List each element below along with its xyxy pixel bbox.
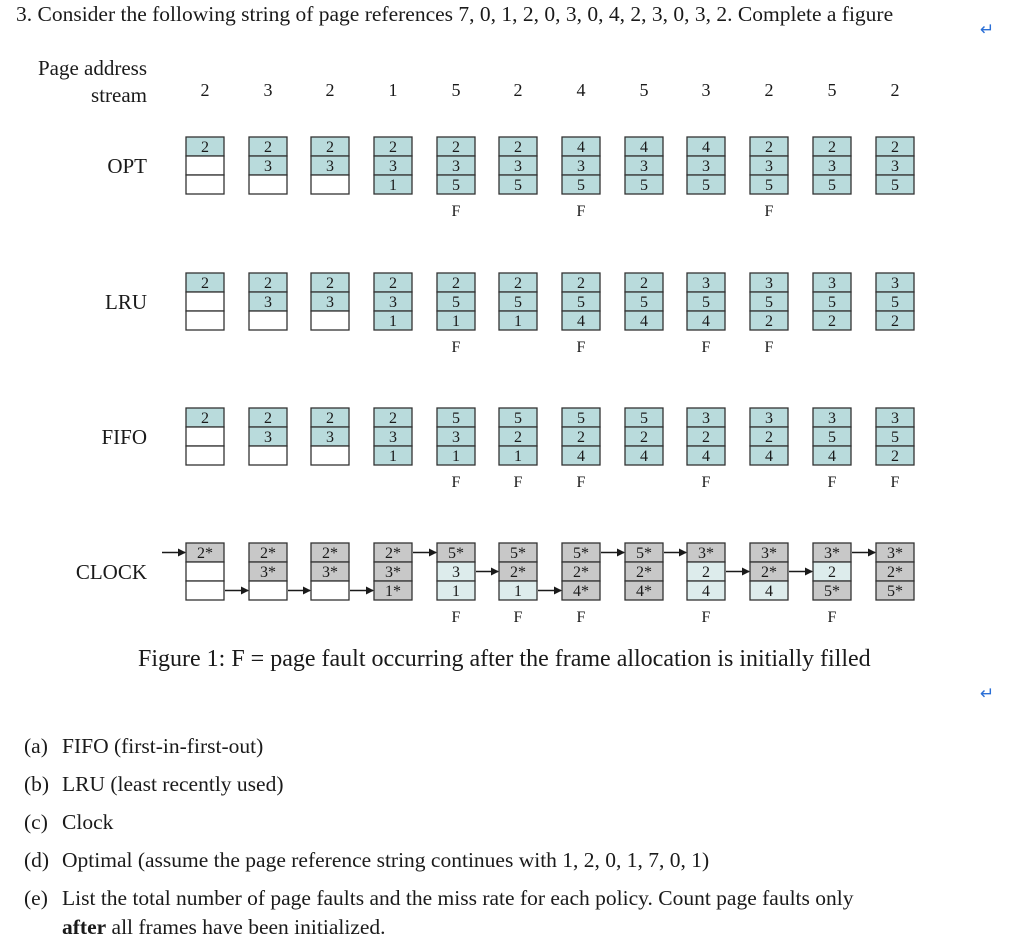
frame-column bbox=[186, 273, 224, 330]
frame-value: 3 bbox=[389, 429, 397, 446]
frame-value: 2 bbox=[514, 429, 522, 446]
fault-marker: F bbox=[764, 339, 774, 356]
frame-column bbox=[374, 543, 412, 600]
frame-value: 3 bbox=[326, 294, 334, 311]
frame-cell bbox=[311, 311, 349, 330]
frame-value: 2 bbox=[201, 275, 209, 292]
frame-column bbox=[876, 408, 914, 465]
frame-value: 5 bbox=[452, 294, 460, 311]
frame-column bbox=[876, 273, 914, 330]
item-text: FIFO (first-in-first-out) bbox=[62, 734, 264, 758]
frame-value: 2 bbox=[828, 139, 836, 156]
frame-column bbox=[437, 543, 475, 600]
fault-marker: F bbox=[513, 474, 523, 491]
frame-value: 2 bbox=[514, 275, 522, 292]
item-text-continued bbox=[62, 915, 386, 940]
item-label: (b) bbox=[24, 772, 50, 796]
frame-cell bbox=[186, 427, 224, 446]
fault-marker: F bbox=[576, 474, 586, 491]
frame-value: 4 bbox=[765, 583, 773, 600]
stream-value: 2 bbox=[200, 80, 210, 100]
frame-value: 2* bbox=[197, 545, 213, 562]
frame-value: 4* bbox=[636, 583, 652, 600]
frame-value: 3 bbox=[702, 275, 710, 292]
frame-value: 3 bbox=[765, 410, 773, 427]
item-text-part: List the total number of page faults and the miss rate for each policy. Count page faults only bbox=[62, 886, 854, 910]
stream-value: 5 bbox=[827, 80, 837, 100]
frame-column bbox=[311, 408, 349, 465]
frame-value: 2 bbox=[577, 275, 585, 292]
stream-value: 5 bbox=[639, 80, 649, 100]
frame-value: 4 bbox=[640, 448, 648, 465]
policy-row-clock bbox=[76, 543, 914, 626]
fault-marker: F bbox=[513, 609, 523, 626]
frame-column bbox=[249, 273, 287, 330]
frame-cell bbox=[186, 292, 224, 311]
frame-column bbox=[625, 137, 663, 194]
policy-row-fifo bbox=[101, 408, 914, 491]
list-item bbox=[24, 886, 854, 939]
frame-value: 3* bbox=[887, 545, 903, 562]
frame-value: 2 bbox=[891, 313, 899, 330]
stream-value: 2 bbox=[890, 80, 900, 100]
frame-column bbox=[625, 408, 663, 465]
frame-value: 2 bbox=[264, 410, 272, 427]
frame-column bbox=[813, 408, 851, 465]
frame-column bbox=[186, 408, 224, 465]
frame-value: 4 bbox=[702, 313, 710, 330]
frame-value: 4 bbox=[577, 313, 585, 330]
frame-value: 2 bbox=[201, 410, 209, 427]
frame-value: 4* bbox=[573, 583, 589, 600]
frame-value: 2 bbox=[828, 313, 836, 330]
frame-value: 4 bbox=[828, 448, 836, 465]
frame-column bbox=[437, 137, 475, 194]
frame-column bbox=[562, 408, 600, 465]
list-item bbox=[24, 734, 264, 759]
frame-value: 4 bbox=[577, 448, 585, 465]
frame-column bbox=[813, 137, 851, 194]
frame-value: 3 bbox=[828, 410, 836, 427]
frame-value: 5 bbox=[577, 177, 585, 194]
frame-column bbox=[249, 408, 287, 465]
frame-value: 5 bbox=[640, 177, 648, 194]
frame-column bbox=[437, 408, 475, 465]
frame-value: 4 bbox=[765, 448, 773, 465]
frame-value: 5 bbox=[828, 177, 836, 194]
item-text: Optimal (assume the page reference string continues with 1, 2, 0, 1, 7, 0, 1) bbox=[62, 848, 710, 872]
frame-value: 4 bbox=[640, 139, 648, 156]
frame-value: 3* bbox=[761, 545, 777, 562]
frame-value: 5 bbox=[452, 410, 460, 427]
frame-column bbox=[562, 137, 600, 194]
frame-value: 2 bbox=[702, 429, 710, 446]
frame-cell bbox=[186, 175, 224, 194]
frame-value: 3* bbox=[385, 564, 401, 581]
frame-column bbox=[374, 408, 412, 465]
frame-column bbox=[813, 273, 851, 330]
frame-value: 3 bbox=[264, 158, 272, 175]
frame-value: 3 bbox=[640, 158, 648, 175]
frame-column bbox=[499, 408, 537, 465]
frame-value: 2* bbox=[385, 545, 401, 562]
item-label: (e) bbox=[24, 886, 48, 910]
item-text: LRU (least recently used) bbox=[62, 772, 284, 796]
policy-label: CLOCK bbox=[75, 560, 147, 584]
frame-value: 5* bbox=[636, 545, 652, 562]
frame-value: 3 bbox=[452, 158, 460, 175]
frame-value: 1 bbox=[452, 583, 460, 600]
frame-value: 2 bbox=[765, 313, 773, 330]
item-label: (c) bbox=[24, 810, 48, 834]
frame-column bbox=[499, 273, 537, 330]
frame-column bbox=[249, 137, 287, 194]
frame-value: 2 bbox=[326, 139, 334, 156]
fault-marker: F bbox=[890, 474, 900, 491]
frame-value: 2* bbox=[636, 564, 652, 581]
frame-value: 2 bbox=[326, 410, 334, 427]
frame-value: 3 bbox=[702, 410, 710, 427]
frame-value: 5 bbox=[891, 177, 899, 194]
frame-cell bbox=[311, 446, 349, 465]
fault-marker: F bbox=[701, 609, 711, 626]
frame-value: 5 bbox=[828, 429, 836, 446]
frame-column bbox=[374, 273, 412, 330]
item-text-part: all frames have been initialized. bbox=[111, 915, 386, 939]
frame-value: 3 bbox=[765, 275, 773, 292]
frame-cell bbox=[249, 175, 287, 194]
frame-value: 3 bbox=[828, 275, 836, 292]
frame-column bbox=[750, 137, 788, 194]
frame-value: 2 bbox=[389, 139, 397, 156]
frame-value: 2* bbox=[761, 564, 777, 581]
frame-column bbox=[499, 137, 537, 194]
frame-value: 2 bbox=[326, 275, 334, 292]
fault-marker: F bbox=[576, 609, 586, 626]
frame-value: 3* bbox=[322, 564, 338, 581]
frame-column bbox=[687, 543, 725, 600]
frame-value: 2 bbox=[514, 139, 522, 156]
frame-value: 2 bbox=[389, 410, 397, 427]
frame-value: 5* bbox=[824, 583, 840, 600]
frame-value: 3 bbox=[326, 158, 334, 175]
stream-value: 3 bbox=[701, 80, 711, 100]
frame-value: 5 bbox=[640, 294, 648, 311]
frame-value: 1 bbox=[452, 313, 460, 330]
frame-value: 3 bbox=[326, 429, 334, 446]
frame-cell bbox=[249, 311, 287, 330]
stream-value: 1 bbox=[388, 80, 398, 100]
frame-column bbox=[374, 137, 412, 194]
frame-value: 5 bbox=[765, 177, 773, 194]
policy-label: LRU bbox=[105, 290, 147, 314]
frame-value: 3 bbox=[452, 429, 460, 446]
frame-value: 3 bbox=[891, 275, 899, 292]
frame-column bbox=[437, 273, 475, 330]
frame-value: 5 bbox=[452, 177, 460, 194]
fault-marker: F bbox=[827, 609, 837, 626]
frame-value: 5 bbox=[640, 410, 648, 427]
frame-value: 2 bbox=[264, 275, 272, 292]
fault-marker: F bbox=[701, 339, 711, 356]
frame-value: 3 bbox=[452, 564, 460, 581]
frame-cell bbox=[311, 581, 349, 600]
frame-value: 1 bbox=[452, 448, 460, 465]
frame-value: 4 bbox=[702, 139, 710, 156]
question-text: 3. Consider the following string of page references 7, 0, 1, 2, 0, 3, 0, 4, 2, 3, 0, 3, 2. Complete a figure bbox=[16, 2, 894, 26]
frame-value: 3 bbox=[389, 158, 397, 175]
frame-value: 4 bbox=[577, 139, 585, 156]
frame-value: 3 bbox=[514, 158, 522, 175]
policy-row-lru bbox=[105, 273, 914, 356]
item-text: Clock bbox=[62, 810, 114, 834]
frame-column bbox=[186, 543, 224, 600]
frame-cell bbox=[186, 581, 224, 600]
frame-value: 2 bbox=[201, 139, 209, 156]
frame-cell bbox=[249, 446, 287, 465]
frame-column bbox=[687, 408, 725, 465]
frame-cell bbox=[249, 581, 287, 600]
frame-value: 1 bbox=[514, 583, 522, 600]
frame-column bbox=[687, 273, 725, 330]
frame-column bbox=[249, 543, 287, 600]
frame-value: 2* bbox=[573, 564, 589, 581]
frame-value: 2 bbox=[452, 139, 460, 156]
frame-value: 5 bbox=[577, 294, 585, 311]
policy-label: FIFO bbox=[101, 425, 147, 449]
frame-value: 3* bbox=[824, 545, 840, 562]
item-label: (a) bbox=[24, 734, 48, 758]
return-icon: ↵ bbox=[980, 684, 995, 704]
frame-value: 4 bbox=[702, 583, 710, 600]
stream-value: 5 bbox=[451, 80, 461, 100]
frame-column bbox=[625, 273, 663, 330]
frame-value: 2 bbox=[702, 564, 710, 581]
frame-value: 2* bbox=[260, 545, 276, 562]
frame-value: 2* bbox=[510, 564, 526, 581]
frame-column bbox=[311, 273, 349, 330]
frame-value: 3* bbox=[260, 564, 276, 581]
frame-cell bbox=[186, 562, 224, 581]
frame-value: 2 bbox=[765, 139, 773, 156]
return-icon: ↵ bbox=[980, 20, 995, 40]
frame-value: 2 bbox=[828, 564, 836, 581]
frame-value: 2 bbox=[891, 139, 899, 156]
fault-marker: F bbox=[451, 203, 461, 220]
fault-marker: F bbox=[827, 474, 837, 491]
frame-value: 3 bbox=[389, 294, 397, 311]
frame-column bbox=[311, 137, 349, 194]
frame-value: 1 bbox=[514, 448, 522, 465]
fault-marker: F bbox=[451, 474, 461, 491]
frame-column bbox=[625, 543, 663, 600]
fault-marker: F bbox=[576, 203, 586, 220]
frame-value: 5* bbox=[887, 583, 903, 600]
frame-value: 2 bbox=[577, 429, 585, 446]
frame-value: 5 bbox=[514, 294, 522, 311]
frame-value: 1 bbox=[389, 448, 397, 465]
fault-marker: F bbox=[576, 339, 586, 356]
frame-value: 2 bbox=[389, 275, 397, 292]
frame-column bbox=[750, 543, 788, 600]
stream-value: 2 bbox=[325, 80, 335, 100]
frame-column bbox=[876, 543, 914, 600]
frame-value: 1 bbox=[389, 313, 397, 330]
frame-value: 5 bbox=[514, 410, 522, 427]
stream-value: 2 bbox=[513, 80, 523, 100]
frame-value: 5 bbox=[891, 429, 899, 446]
frame-value: 4 bbox=[640, 313, 648, 330]
frame-value: 1* bbox=[385, 583, 401, 600]
frame-value: 3 bbox=[828, 158, 836, 175]
item-text bbox=[62, 886, 854, 911]
frame-value: 3 bbox=[891, 158, 899, 175]
stream-label: stream bbox=[91, 83, 147, 107]
frame-value: 3* bbox=[698, 545, 714, 562]
frame-value: 5 bbox=[702, 177, 710, 194]
frame-value: 2 bbox=[264, 139, 272, 156]
fault-marker: F bbox=[451, 339, 461, 356]
policy-label: OPT bbox=[107, 154, 147, 178]
frame-value: 3 bbox=[264, 429, 272, 446]
frame-value: 5 bbox=[765, 294, 773, 311]
list-item bbox=[24, 772, 284, 797]
frame-column bbox=[562, 543, 600, 600]
frame-value: 3 bbox=[891, 410, 899, 427]
frame-column bbox=[687, 137, 725, 194]
frame-column bbox=[750, 408, 788, 465]
fault-marker: F bbox=[764, 203, 774, 220]
frame-value: 3 bbox=[702, 158, 710, 175]
frame-cell bbox=[186, 446, 224, 465]
frame-cell bbox=[186, 156, 224, 175]
frame-value: 4 bbox=[702, 448, 710, 465]
frame-cell bbox=[311, 175, 349, 194]
frame-value: 5* bbox=[448, 545, 464, 562]
frame-column bbox=[499, 543, 537, 600]
item-label: (d) bbox=[24, 848, 50, 872]
fault-marker: F bbox=[701, 474, 711, 491]
frame-value: 2 bbox=[452, 275, 460, 292]
stream-value: 4 bbox=[576, 80, 586, 100]
list-item bbox=[24, 810, 114, 835]
frame-value: 5 bbox=[828, 294, 836, 311]
frame-value: 2 bbox=[891, 448, 899, 465]
frame-value: 5* bbox=[510, 545, 526, 562]
frame-value: 3 bbox=[264, 294, 272, 311]
frame-value: 5 bbox=[891, 294, 899, 311]
stream-label: Page address bbox=[37, 56, 147, 80]
frame-value: 1 bbox=[514, 313, 522, 330]
emphasis-after: after bbox=[62, 915, 107, 939]
frame-value: 2* bbox=[322, 545, 338, 562]
frame-value: 5* bbox=[573, 545, 589, 562]
policy-row-opt bbox=[107, 137, 914, 220]
frame-column bbox=[562, 273, 600, 330]
frame-column bbox=[186, 137, 224, 194]
frame-column bbox=[311, 543, 349, 600]
frame-value: 5 bbox=[577, 410, 585, 427]
stream-value: 2 bbox=[764, 80, 774, 100]
frame-cell bbox=[186, 311, 224, 330]
frame-value: 3 bbox=[577, 158, 585, 175]
frame-value: 5 bbox=[702, 294, 710, 311]
frame-value: 5 bbox=[514, 177, 522, 194]
figure-caption: Figure 1: F = page fault occurring after the frame allocation is initially filled bbox=[138, 646, 871, 672]
frame-value: 2* bbox=[887, 564, 903, 581]
frame-value: 2 bbox=[640, 429, 648, 446]
stream-value: 3 bbox=[263, 80, 273, 100]
frame-value: 3 bbox=[765, 158, 773, 175]
fault-marker: F bbox=[451, 609, 461, 626]
frame-value: 2 bbox=[765, 429, 773, 446]
frame-column bbox=[876, 137, 914, 194]
frame-value: 1 bbox=[389, 177, 397, 194]
frame-column bbox=[750, 273, 788, 330]
frame-value: 2 bbox=[640, 275, 648, 292]
list-item bbox=[24, 848, 710, 873]
frame-column bbox=[813, 543, 851, 600]
